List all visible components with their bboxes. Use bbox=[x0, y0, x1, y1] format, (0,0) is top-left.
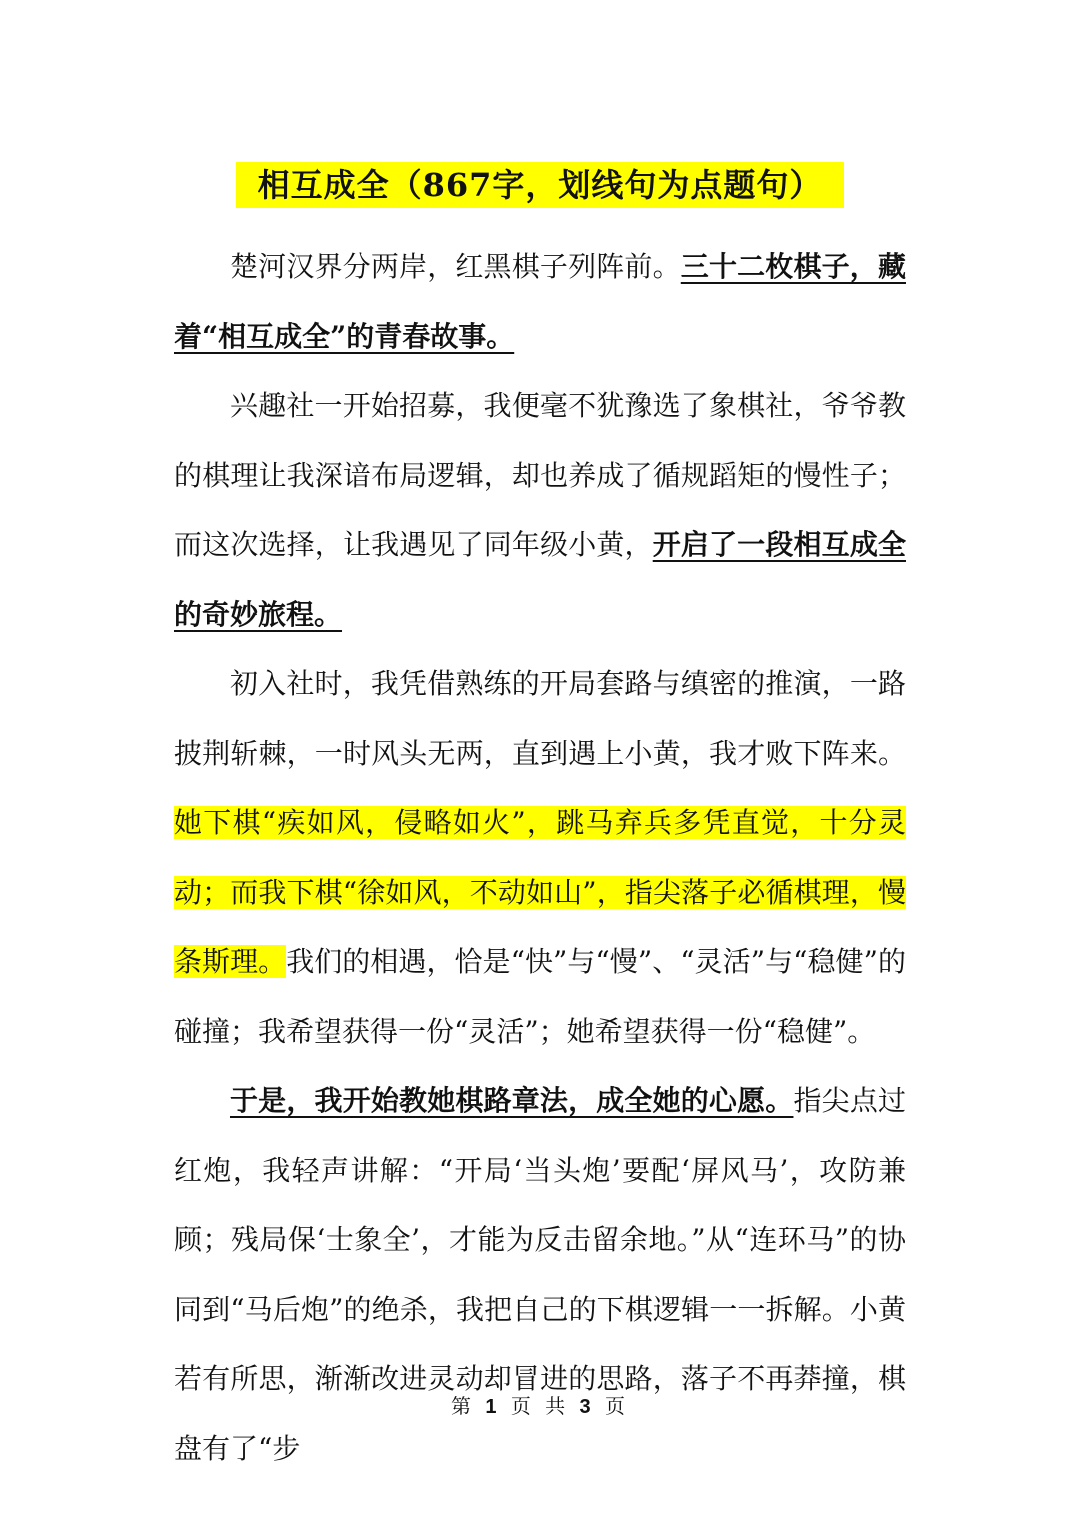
title-container bbox=[0, 160, 1080, 206]
text-segment: 我们的相遇，恰是“快”与“慢”、“灵活”与“稳健”的碰撞；我希望获得一份“灵活”；她希望获得一份“稳健”。 bbox=[174, 945, 906, 1048]
thesis-sentence-underlined: 三十二枚棋子，藏着“相互成全”的青春故事。 bbox=[174, 250, 906, 353]
thesis-sentence-underlined: 于是，我开始教她棋路章法，成全她的心愿。 bbox=[230, 1084, 794, 1117]
footer-middle: 页 共 bbox=[510, 1394, 570, 1418]
text-segment: 初入社时，我凭借熟练的开局套路与缜密的推演，一路披荆斩棘，一时风头无两，直到遇上小黄，我才败下阵来。 bbox=[174, 667, 906, 770]
footer-prefix: 第 bbox=[450, 1394, 475, 1418]
page-title: 相互成全（867字，划线句为点题句） bbox=[236, 162, 845, 208]
thesis-sentence-underlined: 开启了一段相互成全的奇妙旅程。 bbox=[174, 528, 906, 631]
footer-current-page: 1 bbox=[485, 1396, 501, 1418]
text-segment: 指尖点过红炮，我轻声讲解：“开局‘当头炮’要配‘屏风马’，攻防兼顾；残局保‘士象全’，才能为反击留余地。”从“连环马”的协同到“马后炮”的绝杀，我把自己的下棋逻辑一一拆解。小黄若有所思，渐渐改进灵动却冒进的思路，落子不再莽撞，棋盘有了“步 bbox=[174, 1084, 906, 1465]
paragraph bbox=[174, 232, 906, 371]
essay-body bbox=[174, 232, 906, 1483]
paragraph bbox=[174, 649, 906, 1066]
highlighted-sentence: 她下棋“疾如风，侵略如火”，跳马弃兵多凭直觉，十分灵动；而我下棋“徐如风，不动如山”，指尖落子必循棋理，慢条斯理。 bbox=[174, 806, 906, 978]
footer-suffix: 页 bbox=[605, 1394, 630, 1418]
paragraph bbox=[174, 371, 906, 649]
page-footer bbox=[0, 1390, 1080, 1419]
footer-total-pages: 3 bbox=[579, 1396, 595, 1418]
text-segment: 兴趣社一开始招募，我便毫不犹豫选了象棋社，爷爷教的棋理让我深谙布局逻辑，却也养成了循规蹈矩的慢性子；而这次选择，让我遇见了同年级小黄， bbox=[174, 389, 906, 561]
paragraph bbox=[174, 1066, 906, 1483]
text-segment: 楚河汉界分两岸，红黑棋子列阵前。 bbox=[230, 250, 681, 283]
